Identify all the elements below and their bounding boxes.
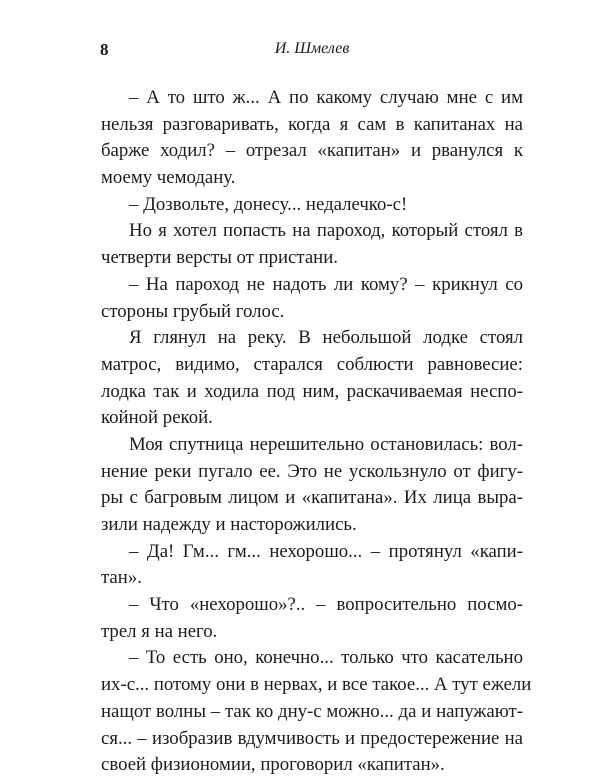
text-line: зили надежду и насторожились. — [101, 514, 357, 535]
text-line: матрос, видимо, старался соблюсти равновесие: — [101, 353, 523, 375]
text-line: – Что «нехорошо»?.. – вопросительно посмо- — [129, 594, 523, 616]
text-line: ся... – изобразив вдумчивость и предостережение на — [101, 727, 523, 749]
text-line: нение реки пугало ее. Это не ускользнуло от фигу- — [101, 460, 523, 482]
text-line: нащот волны – так ко дну-с можно... да и напужают- — [101, 700, 523, 722]
running-head: И. Шмелев — [274, 40, 350, 57]
text-line: Я глянул на реку. В небольшой лодке стоял — [129, 327, 523, 349]
text-line: своей физиономии, проговорил «капитан». — [101, 754, 445, 776]
text-line: барже ходил? – отрезал «капитан» и рванулся к — [101, 140, 523, 162]
text-line: стороны грубый голос. — [101, 300, 285, 322]
page-number: 8 — [100, 40, 109, 59]
text-line: лодка так и ходила под ним, раскачиваемая неспо- — [101, 380, 523, 402]
text-line: – На пароход не надоть ли кому? – крикнул со — [129, 273, 523, 295]
text-line: – А то што ж... А по какому случаю мне с им — [129, 87, 523, 108]
text-line: моему чемодану. — [101, 167, 236, 189]
text-line: их-с... потому они в нервах, и все такое... А тут ежели — [101, 674, 532, 696]
text-line: – Да! Гм... гм... нехорошо... – протянул «капи- — [129, 540, 523, 562]
text-line: Моя спутница нерешительно остановилась: вол- — [129, 433, 523, 455]
text-line: – То есть оно, конечно... только что касательно — [129, 647, 523, 669]
text-line: ры с багровым лицом и «капитана». Их лица выра- — [101, 487, 523, 509]
body-text — [101, 85, 532, 779]
text-line: четверти версты от пристани. — [101, 247, 338, 269]
text-line: тан». — [101, 567, 142, 589]
text-line: трел я на него. — [101, 620, 218, 642]
text-line: койной рекой. — [101, 407, 213, 429]
text-line: – Дозвольте, донесу... недалечко-с! — [129, 193, 408, 215]
text-line: Но я хотел попасть на пароход, который стоял в — [129, 220, 523, 242]
text-line: нельзя разговаривать, когда я сам в капитанах на — [101, 113, 523, 135]
page-header — [100, 40, 524, 64]
